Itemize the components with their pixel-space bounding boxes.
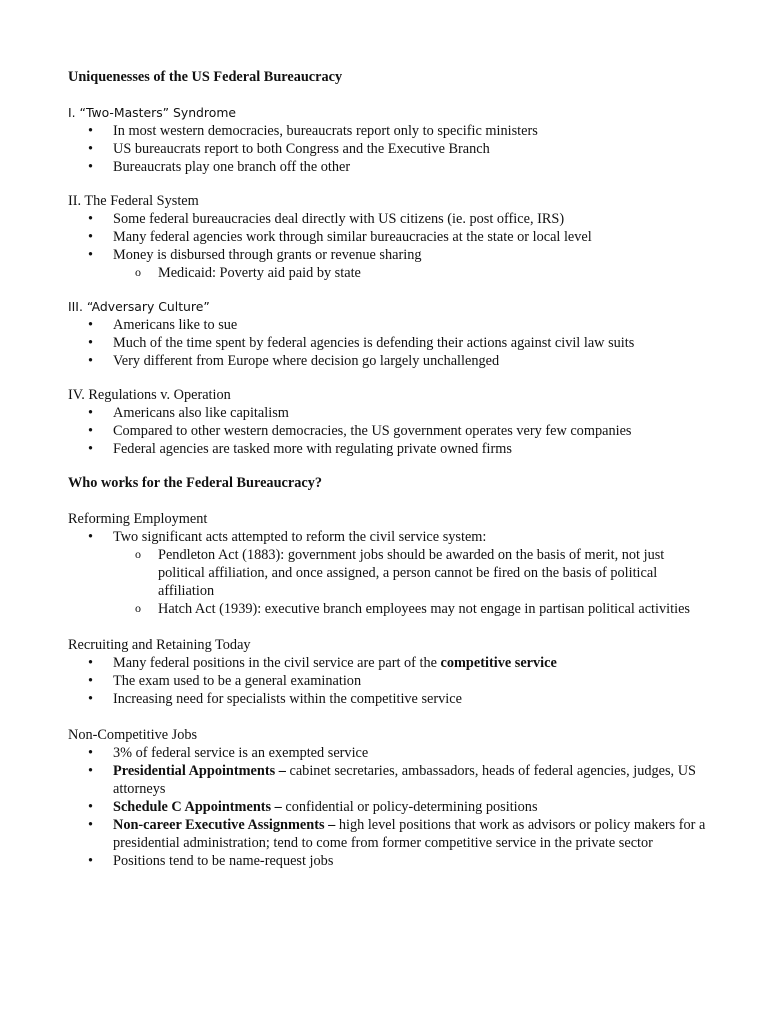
section-heading-noncompetitive: Non-Competitive Jobs [68, 727, 198, 743]
section-heading-two-masters: I. “Two-Masters” Syndrome [68, 105, 237, 120]
list-item: • US bureaucrats report to both Congress and the Executive Branch [68, 140, 708, 158]
list-item: • Much of the time spent by federal agencies is defending their actions against civil law suits [68, 334, 708, 352]
list-item: • Money is disbursed through grants or revenue sharing [68, 246, 708, 264]
section-heading-reforming: Reforming Employment [68, 511, 208, 527]
section-heading-recruiting: Recruiting and Retaining Today [68, 637, 251, 653]
item-text: Many federal positions in the civil service are part of the [113, 655, 441, 671]
sub-list-item: o Hatch Act (1939): executive branch employees may not engage in partisan political activities [68, 600, 708, 618]
list-item: • Very different from Europe where decision go largely unchallenged [68, 352, 708, 370]
bullet-list-federal-system [68, 210, 708, 282]
list-item: • Increasing need for specialists within the competitive service [68, 690, 708, 708]
list-item [68, 762, 708, 798]
list-item: • Two significant acts attempted to reform the civil service system: [68, 528, 708, 546]
list-item: • Bureaucrats play one branch off the other [68, 158, 708, 176]
bullet-list-noncompetitive [68, 744, 708, 870]
item-text: high level positions that work as advisors or policy makers for a presidential administration; tend to come from former competitive service in the private sector [113, 817, 706, 851]
item-bold-term: Presidential Appointments – [113, 763, 286, 779]
item-bold-term: Schedule C Appointments – [113, 799, 282, 815]
section-heading-regulations: IV. Regulations v. Operation [68, 387, 231, 403]
bullet-list-two-masters [68, 122, 708, 176]
list-item: • In most western democracies, bureaucrats report only to specific ministers [68, 122, 708, 140]
item-text: confidential or policy-determining positions [281, 799, 538, 815]
list-item: • The exam used to be a general examination [68, 672, 708, 690]
item-text: cabinet secretaries, ambassadors, heads of federal agencies, judges, US attorneys [113, 763, 696, 797]
list-item: • Some federal bureaucracies deal directly with US citizens (ie. post office, IRS) [68, 210, 708, 228]
bullet-list-adversary-culture [68, 316, 708, 370]
list-item: • Compared to other western democracies, the US government operates very few companies [68, 422, 708, 440]
list-item: • Federal agencies are tasked more with regulating private owned firms [68, 440, 708, 458]
list-item: • Americans like to sue [68, 316, 708, 334]
sub-list-item: o Pendleton Act (1883): government jobs should be awarded on the basis of merit, not just political affiliation, and once assigned, a person cannot be fired on the basis of political affiliation [68, 546, 708, 600]
section-heading-federal-system: II. The Federal System [68, 193, 199, 209]
list-item: • 3% of federal service is an exempted service [68, 744, 708, 762]
document-title: Uniquenesses of the US Federal Bureaucracy [68, 69, 343, 85]
list-item: • Many federal agencies work through similar bureaucracies at the state or local level [68, 228, 708, 246]
section-heading-adversary-culture: III. “Adversary Culture” [68, 299, 210, 314]
who-works-heading: Who works for the Federal Bureaucracy? [68, 475, 322, 491]
bullet-list-reforming [68, 528, 708, 618]
bullet-list-recruiting [68, 654, 708, 708]
list-item: • Positions tend to be name-request jobs [68, 852, 708, 870]
sub-list-item: o Medicaid: Poverty aid paid by state [68, 264, 708, 282]
list-item [68, 654, 708, 672]
bullet-list-regulations [68, 404, 708, 458]
list-item [68, 816, 708, 852]
item-bold-term: competitive service [440, 655, 557, 671]
item-bold-term: Non-career Executive Assignments – [113, 817, 336, 833]
list-item [68, 798, 708, 816]
list-item: • Americans also like capitalism [68, 404, 708, 422]
document-page [68, 68, 708, 870]
